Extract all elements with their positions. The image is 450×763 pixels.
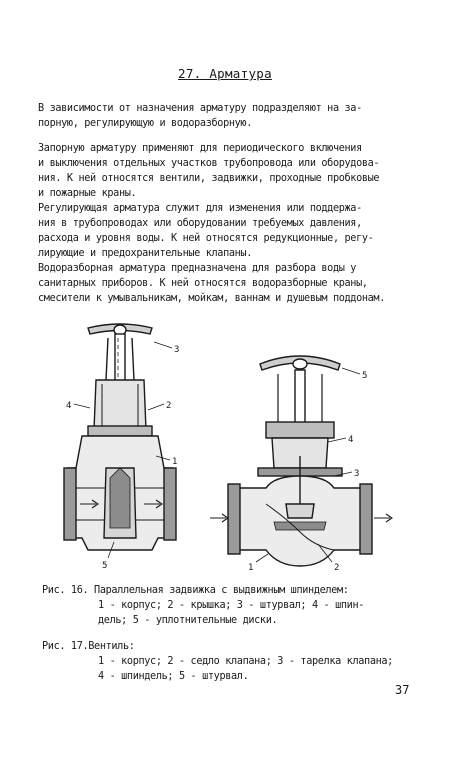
- valve-drawings: [60, 318, 400, 578]
- figure-17-caption-line3: 4 - шпиндель; 5 - штурвал.: [98, 671, 249, 682]
- figure-17-caption-line2: 1 - корпус; 2 - седло клапана; 3 - тарелка клапана;: [98, 656, 393, 667]
- globe-valve-drawing: [210, 356, 392, 566]
- gate-label-4: 4: [66, 401, 72, 411]
- valve-label-4: 4: [348, 435, 354, 445]
- valve-label-3: 3: [354, 469, 360, 479]
- gate-label-3: 3: [174, 345, 180, 355]
- valve-label-2: 2: [334, 563, 340, 573]
- figure-16-caption: Рис. 16. Параллельная задвижка с выдвижным шпинделем:: [42, 585, 349, 596]
- page-number: 37: [395, 683, 410, 697]
- paragraph-1: В зависимости от назначения арматуру подразделяют на за- порную, регулирующую и водоразборную.: [38, 103, 362, 129]
- paragraph-4: Водоразборная арматура предназначена для разбора воды у санитарных приборов. К ней относятся водоразборные краны, смесители к умывальникам, мойкам, ваннам и душевым поддонам.: [38, 263, 386, 304]
- paragraph-2: Запорную арматуру применяют для периодического включения и выключения отдельных участков трубопровода или оборудова- ния. К ней относятся вентили, задвижки, проходные пробковые и пожарные краны.: [38, 143, 380, 199]
- paragraph-3: Регулирующая арматура служит для изменения или поддержа- ния в трубопроводах или оборудовании требуемых давления, расхода и уровня воды. К ней относятся редукционные, регу- лирующие и предохранительные клапаны.: [38, 203, 374, 259]
- valve-label-1: 1: [248, 563, 254, 573]
- figure-16-caption-line3: дель; 5 - уплотнительные диски.: [98, 615, 278, 626]
- gate-valve-drawing: [64, 324, 176, 558]
- section-heading: 27. Арматура: [178, 66, 272, 81]
- valve-label-5: 5: [362, 371, 368, 381]
- gate-label-2: 2: [166, 401, 172, 411]
- figure-17-caption: Рис. 17.Вентиль:: [42, 641, 135, 652]
- figure-16-caption-line2: 1 - корпус; 2 - крышка; 3 - штурвал; 4 - шпин-: [98, 600, 365, 611]
- gate-label-5: 5: [102, 561, 108, 571]
- gate-label-1: 1: [172, 457, 178, 467]
